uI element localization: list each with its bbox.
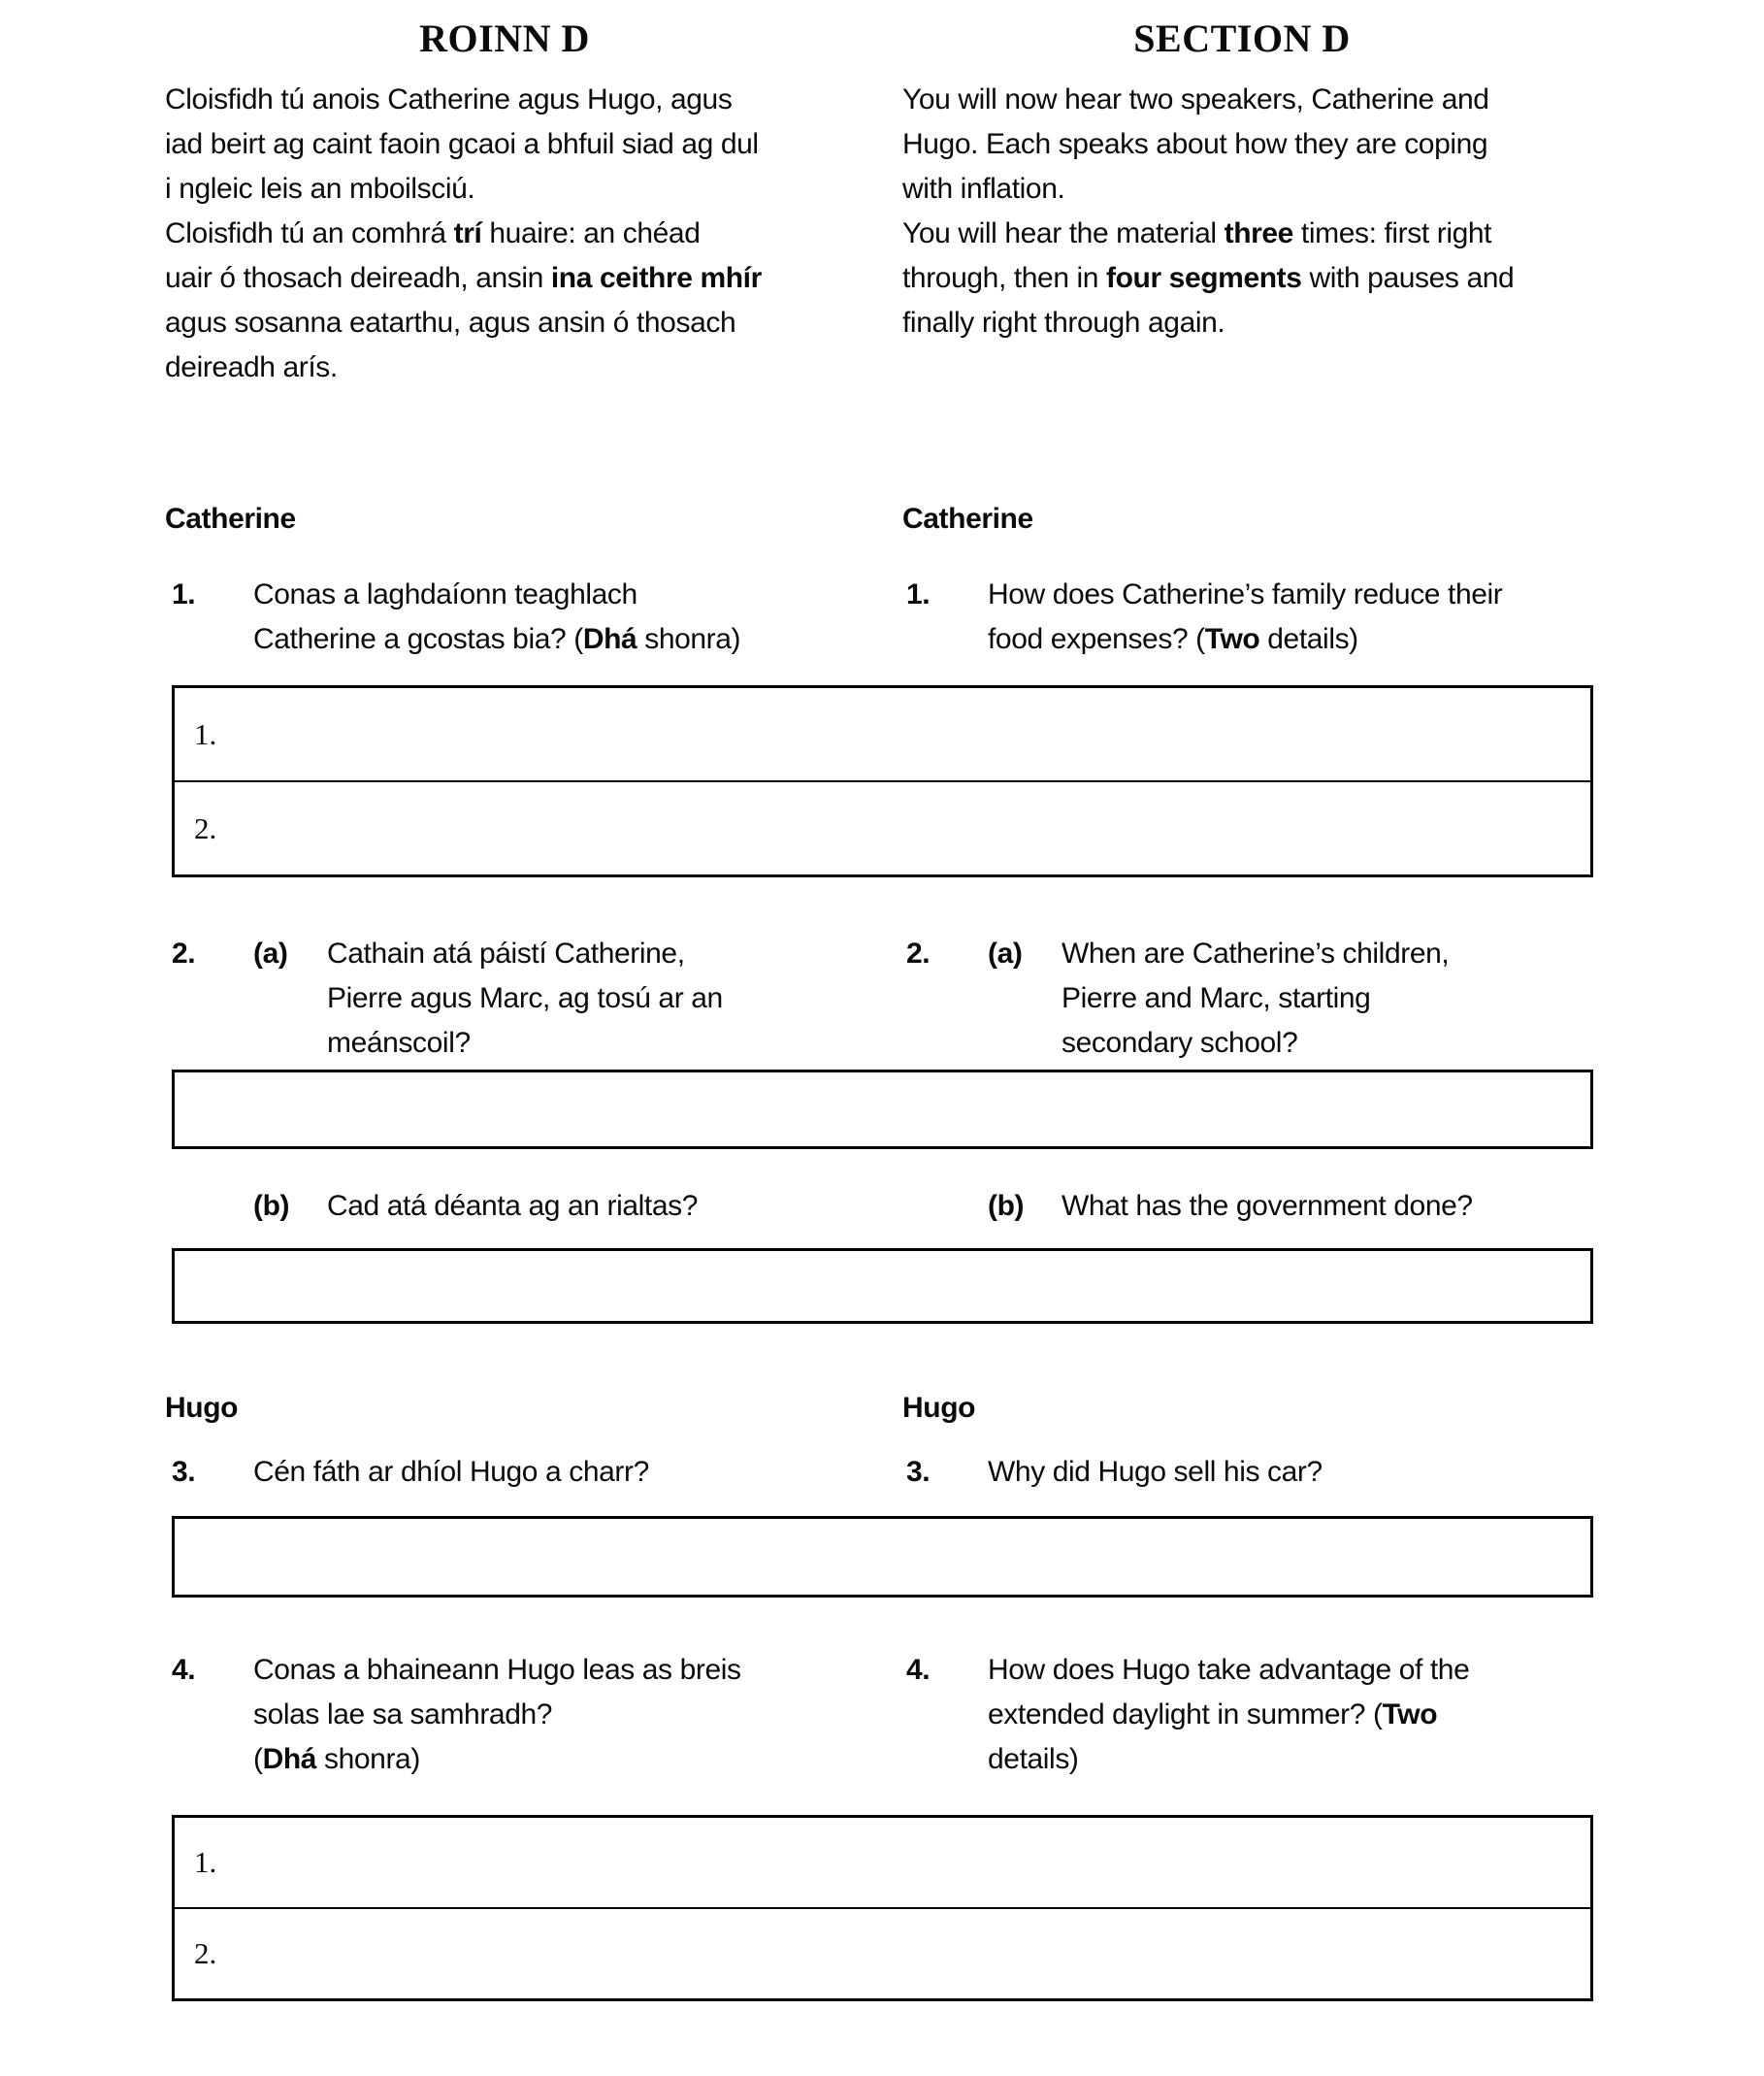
answer-box-q1 [172,685,1593,877]
text-line: uair ó thosach deireadh, ansin ina ceithre mhír [165,262,762,294]
text-line: meánscoil? [327,1027,471,1059]
text-line: Pierre and Marc, starting [1062,982,1371,1014]
answer-row-label: 1. [194,1845,217,1879]
intro-paragraph-1-irish [165,78,844,212]
catherine-heading-irish: Catherine [165,503,296,535]
text-line: Hugo. Each speaks about how they are coping [902,128,1488,160]
text-line: extended daylight in summer? (Two [988,1698,1438,1730]
question-1-english [906,573,1644,662]
question-3-text-english [988,1450,1644,1495]
text-line: solas lae sa samhradh? [253,1698,553,1730]
question-2a-text-english [1062,932,1644,1066]
question-2b-text-irish [327,1184,932,1229]
intro-paragraph-2-english [902,212,1650,346]
hugo-heading-english: Hugo [902,1392,976,1424]
question-4-number: 4. [172,1654,196,1686]
text-line: food expenses? (Two details) [988,623,1358,655]
answer-cell-q1-detail-2[interactable] [245,782,1590,874]
question-1-text-english [988,573,1644,662]
question-3-number: 3. [172,1456,196,1488]
answer-row [175,1909,1590,1998]
text-line: Pierre agus Marc, ag tosú ar an [327,982,723,1014]
question-2a-irish [172,932,851,1066]
section-header-irish: ROINN D [419,16,590,60]
text-line: You will now hear two speakers, Catherine and [902,83,1489,115]
answer-row-label: 2. [194,1936,217,1970]
text-line: Catherine a gcostas bia? (Dhá shonra) [253,623,741,655]
intro-paragraph-1-english [902,78,1650,212]
text-line: through, then in four segments with pauses and [902,262,1515,294]
question-2a-label: (a) [253,938,288,970]
answer-box-q2b[interactable] [172,1248,1593,1324]
answer-row [175,782,1590,874]
text-line: Cad atá déanta ag an rialtas? [327,1190,699,1222]
text-line: Cathain atá páistí Catherine, [327,938,685,970]
text-line: details) [988,1743,1079,1775]
hugo-heading-irish: Hugo [165,1392,239,1424]
text-line: What has the government done? [1062,1190,1473,1222]
text-line: How does Hugo take advantage of the [988,1654,1470,1686]
text-line: Cloisfidh tú an comhrá trí huaire: an chéad [165,217,701,249]
question-2-number: 2. [906,938,931,970]
text-line: Conas a bhaineann Hugo leas as breis [253,1654,741,1686]
question-2b-english [906,1184,1725,1229]
question-2a-text-irish [327,932,851,1066]
question-1-number: 1. [172,578,196,610]
intro-paragraph-2-irish [165,212,844,390]
question-4-english [906,1648,1644,1782]
text-line: Cloisfidh tú anois Catherine agus Hugo, agus [165,83,733,115]
text-line: How does Catherine’s family reduce their [988,578,1503,610]
answer-cell-q4-detail-2[interactable] [245,1909,1590,1998]
answer-row [175,688,1590,782]
answer-box-q4 [172,1815,1593,2001]
question-3-english [906,1450,1644,1495]
text-line: (Dhá shonra) [253,1743,420,1775]
answer-cell-q1-detail-1[interactable] [245,688,1590,780]
text-line: with inflation. [902,173,1065,205]
text-line: secondary school? [1062,1027,1298,1059]
question-2a-english [906,932,1644,1066]
question-2b-irish [172,1184,932,1229]
question-2b-text-english [1062,1184,1725,1229]
text-line: Why did Hugo sell his car? [988,1456,1323,1488]
question-3-number: 3. [906,1456,931,1488]
question-1-number: 1. [906,578,931,610]
text-line: deireadh arís. [165,351,338,383]
answer-row-label: 2. [194,810,217,845]
text-line: When are Catherine’s children, [1062,938,1450,970]
question-3-irish [172,1450,851,1495]
question-2b-label: (b) [253,1190,290,1222]
question-1-text-irish [253,573,851,662]
question-4-irish [172,1648,851,1782]
text-line: Cén fáth ar dhíol Hugo a charr? [253,1456,649,1488]
answer-box-q2a[interactable] [172,1070,1593,1149]
text-line: finally right through again. [902,307,1225,339]
answer-box-q3[interactable] [172,1516,1593,1598]
answer-cell-q4-detail-1[interactable] [245,1818,1590,1907]
catherine-heading-english: Catherine [902,503,1033,535]
question-2b-label: (b) [988,1190,1025,1222]
text-line: agus sosanna eatarthu, agus ansin ó thosach [165,307,736,339]
question-2a-label: (a) [988,938,1023,970]
answer-row [175,1818,1590,1909]
section-header-english: SECTION D [1133,16,1351,60]
question-4-text-irish [253,1648,851,1782]
text-line: i ngleic leis an mboilsciú. [165,173,475,205]
question-1-irish [172,573,851,662]
question-2-number: 2. [172,938,196,970]
text-line: iad beirt ag caint faoin gcaoi a bhfuil siad ag dul [165,128,759,160]
question-4-text-english [988,1648,1644,1782]
text-line: Conas a laghdaíonn teaghlach [253,578,637,610]
question-4-number: 4. [906,1654,931,1686]
text-line: You will hear the material three times: first right [902,217,1492,249]
answer-row-label: 1. [194,716,217,751]
question-3-text-irish [253,1450,851,1495]
